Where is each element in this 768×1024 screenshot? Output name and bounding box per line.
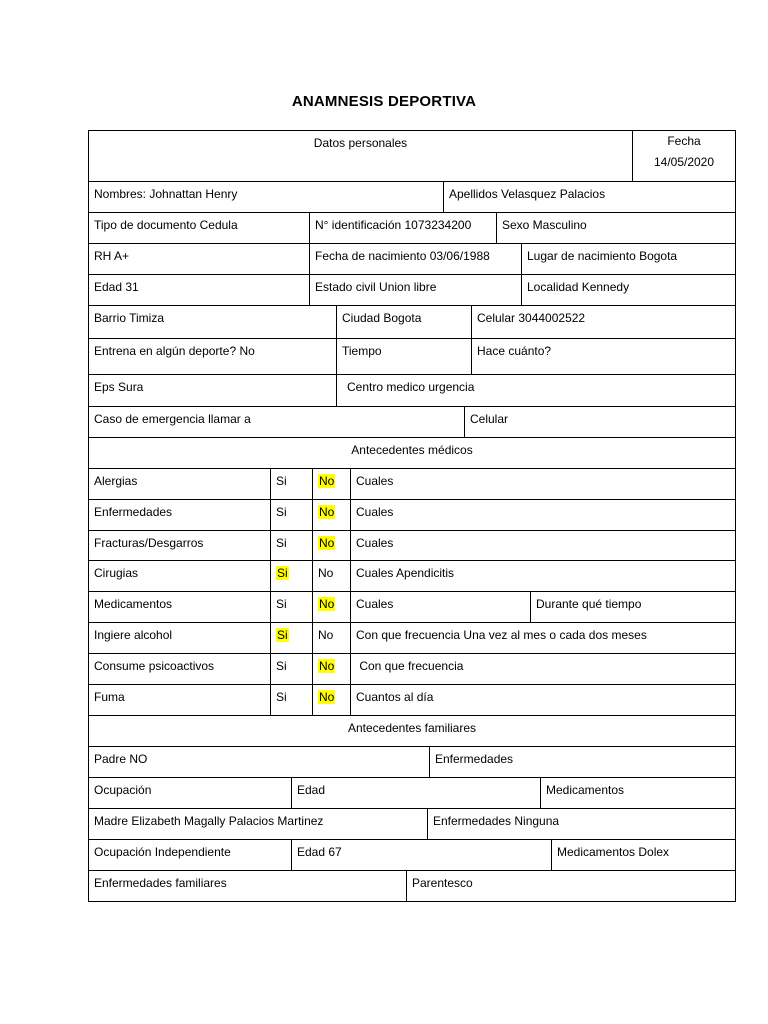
emergencia-field[interactable]: Caso de emergencia llamar a (89, 407, 465, 437)
option-no[interactable] (313, 623, 351, 653)
duracion-field[interactable]: Durante qué tiempo (531, 592, 736, 622)
option-si-label: Si (277, 628, 288, 642)
option-no-label: No (318, 628, 334, 642)
option-no[interactable] (313, 469, 351, 499)
option-si-label: Si (276, 659, 287, 673)
option-si[interactable] (271, 685, 313, 715)
option-no-label: No (319, 690, 335, 704)
celular-field[interactable]: Celular 3044002522 (472, 306, 736, 338)
anamnesis-form (88, 130, 736, 902)
row-edad (89, 275, 736, 306)
padre-ocupacion-field[interactable]: Ocupación (89, 778, 292, 808)
medical-label: Alergias (89, 469, 271, 499)
option-si[interactable] (271, 561, 313, 591)
option-si[interactable] (271, 592, 313, 622)
option-si-label: Si (277, 566, 288, 580)
row-padre (89, 747, 736, 778)
medical-label: Cirugias (89, 561, 271, 591)
madre-edad-field[interactable]: Edad 67 (292, 840, 552, 870)
padre-field[interactable]: Padre NO (89, 747, 430, 777)
padre-medicamentos-field[interactable]: Medicamentos (541, 778, 736, 808)
row-documento (89, 213, 736, 244)
option-no-label: No (319, 536, 335, 550)
page-title: ANAMNESIS DEPORTIVA (291, 93, 477, 110)
medical-detail[interactable]: Cuales (351, 592, 531, 622)
option-si-label: Si (276, 536, 287, 550)
barrio-field[interactable]: Barrio Timiza (89, 306, 337, 338)
madre-enfermedades-field[interactable]: Enfermedades Ninguna (428, 809, 736, 839)
localidad-field[interactable]: Localidad Kennedy (522, 275, 736, 305)
centro-medico-field[interactable]: Centro medico urgencia (337, 375, 736, 406)
medical-row-alcohol (89, 623, 736, 654)
row-entrena (89, 339, 736, 375)
option-no[interactable] (313, 500, 351, 530)
lugar-nacimiento-field[interactable]: Lugar de nacimiento Bogota (522, 244, 736, 274)
option-si[interactable] (271, 654, 313, 684)
row-emergencia (89, 407, 736, 438)
estado-civil-field[interactable]: Estado civil Union libre (310, 275, 522, 305)
row-enfermedades-familiares (89, 871, 736, 902)
ciudad-field[interactable]: Ciudad Bogota (337, 306, 472, 338)
row-barrio (89, 306, 736, 339)
madre-medicamentos-field[interactable]: Medicamentos Dolex (552, 840, 736, 870)
medical-label: Fracturas/Desgarros (89, 531, 271, 560)
option-no-label: No (318, 566, 334, 580)
edad-field[interactable]: Edad 31 (89, 275, 310, 305)
identificacion-field[interactable]: N° identificación 1073234200 (310, 213, 497, 243)
option-si-label: Si (276, 474, 287, 488)
row-rh (89, 244, 736, 275)
nombres-field[interactable]: Nombres: Johnattan Henry (89, 182, 444, 212)
medical-row-fuma (89, 685, 736, 716)
section-antecedentes-medicos: Antecedentes médicos (89, 438, 736, 468)
option-no-label: No (319, 659, 335, 673)
entrena-field[interactable]: Entrena en algún deporte? No (89, 339, 337, 374)
medical-detail[interactable]: Cuales (351, 531, 736, 560)
option-si[interactable] (271, 469, 313, 499)
eps-field[interactable]: Eps Sura (89, 375, 337, 406)
option-no[interactable] (313, 561, 351, 591)
medical-label: Enfermedades (89, 500, 271, 530)
medical-detail[interactable]: Con que frecuencia Una vez al mes o cada dos meses (351, 623, 736, 653)
sexo-field[interactable]: Sexo Masculino (497, 213, 736, 243)
medical-row-alergias (89, 469, 736, 500)
section-datos-personales: Datos personales (89, 131, 633, 181)
fecha-label: Fecha (667, 134, 701, 148)
tipo-documento-field[interactable]: Tipo de documento Cedula (89, 213, 310, 243)
fecha-value: 14/05/2020 (653, 155, 715, 169)
parentesco-field[interactable]: Parentesco (407, 871, 736, 901)
padre-edad-field[interactable]: Edad (292, 778, 541, 808)
row-antecedentes-familiares (89, 716, 736, 747)
fecha-nacimiento-field[interactable]: Fecha de nacimiento 03/06/1988 (310, 244, 522, 274)
option-no[interactable] (313, 531, 351, 560)
medical-row-cirugias (89, 561, 736, 592)
tiempo-field[interactable]: Tiempo (337, 339, 472, 374)
apellidos-field[interactable]: Apellidos Velasquez Palacios (444, 182, 736, 212)
medical-row-fracturas (89, 531, 736, 561)
madre-ocupacion-field[interactable]: Ocupación Independiente (89, 840, 292, 870)
row-padre-ocupacion (89, 778, 736, 809)
medical-label: Fuma (89, 685, 271, 715)
medical-detail[interactable]: Cuales Apendicitis (351, 561, 736, 591)
row-madre-ocupacion (89, 840, 736, 871)
row-antecedentes-medicos (89, 438, 736, 469)
option-no-label: No (319, 474, 335, 488)
medical-label: Consume psicoactivos (89, 654, 271, 684)
header-row (89, 131, 736, 182)
row-eps (89, 375, 736, 407)
section-antecedentes-familiares: Antecedentes familiares (89, 716, 736, 746)
medical-row-psicoactivos (89, 654, 736, 685)
medical-row-medicamentos (89, 592, 736, 623)
option-si-label: Si (276, 505, 287, 519)
row-madre (89, 809, 736, 840)
row-nombres (89, 182, 736, 213)
option-no[interactable] (313, 685, 351, 715)
option-no[interactable] (313, 592, 351, 622)
rh-field[interactable]: RH A+ (89, 244, 310, 274)
medical-row-enfermedades (89, 500, 736, 531)
option-si[interactable] (271, 500, 313, 530)
option-si[interactable] (271, 531, 313, 560)
option-no[interactable] (313, 654, 351, 684)
medical-label: Medicamentos (89, 592, 271, 622)
medical-label: Ingiere alcohol (89, 623, 271, 653)
emergencia-celular-field[interactable]: Celular (465, 407, 736, 437)
option-no-label: No (319, 597, 335, 611)
hace-cuanto-field[interactable]: Hace cuánto? (472, 339, 736, 374)
option-si-label: Si (276, 597, 287, 611)
enfermedades-familiares-field[interactable]: Enfermedades familiares (89, 871, 407, 901)
medical-detail[interactable]: Con que frecuencia (351, 654, 736, 684)
padre-enfermedades-field[interactable]: Enfermedades (430, 747, 736, 777)
option-si[interactable] (271, 623, 313, 653)
madre-field[interactable]: Madre Elizabeth Magally Palacios Martinez (89, 809, 428, 839)
option-no-label: No (319, 505, 335, 519)
fecha-cell[interactable] (633, 131, 736, 181)
medical-detail[interactable]: Cuales (351, 500, 736, 530)
medical-detail[interactable]: Cuales (351, 469, 736, 499)
option-si-label: Si (276, 690, 287, 704)
medical-detail[interactable]: Cuantos al día (351, 685, 736, 715)
